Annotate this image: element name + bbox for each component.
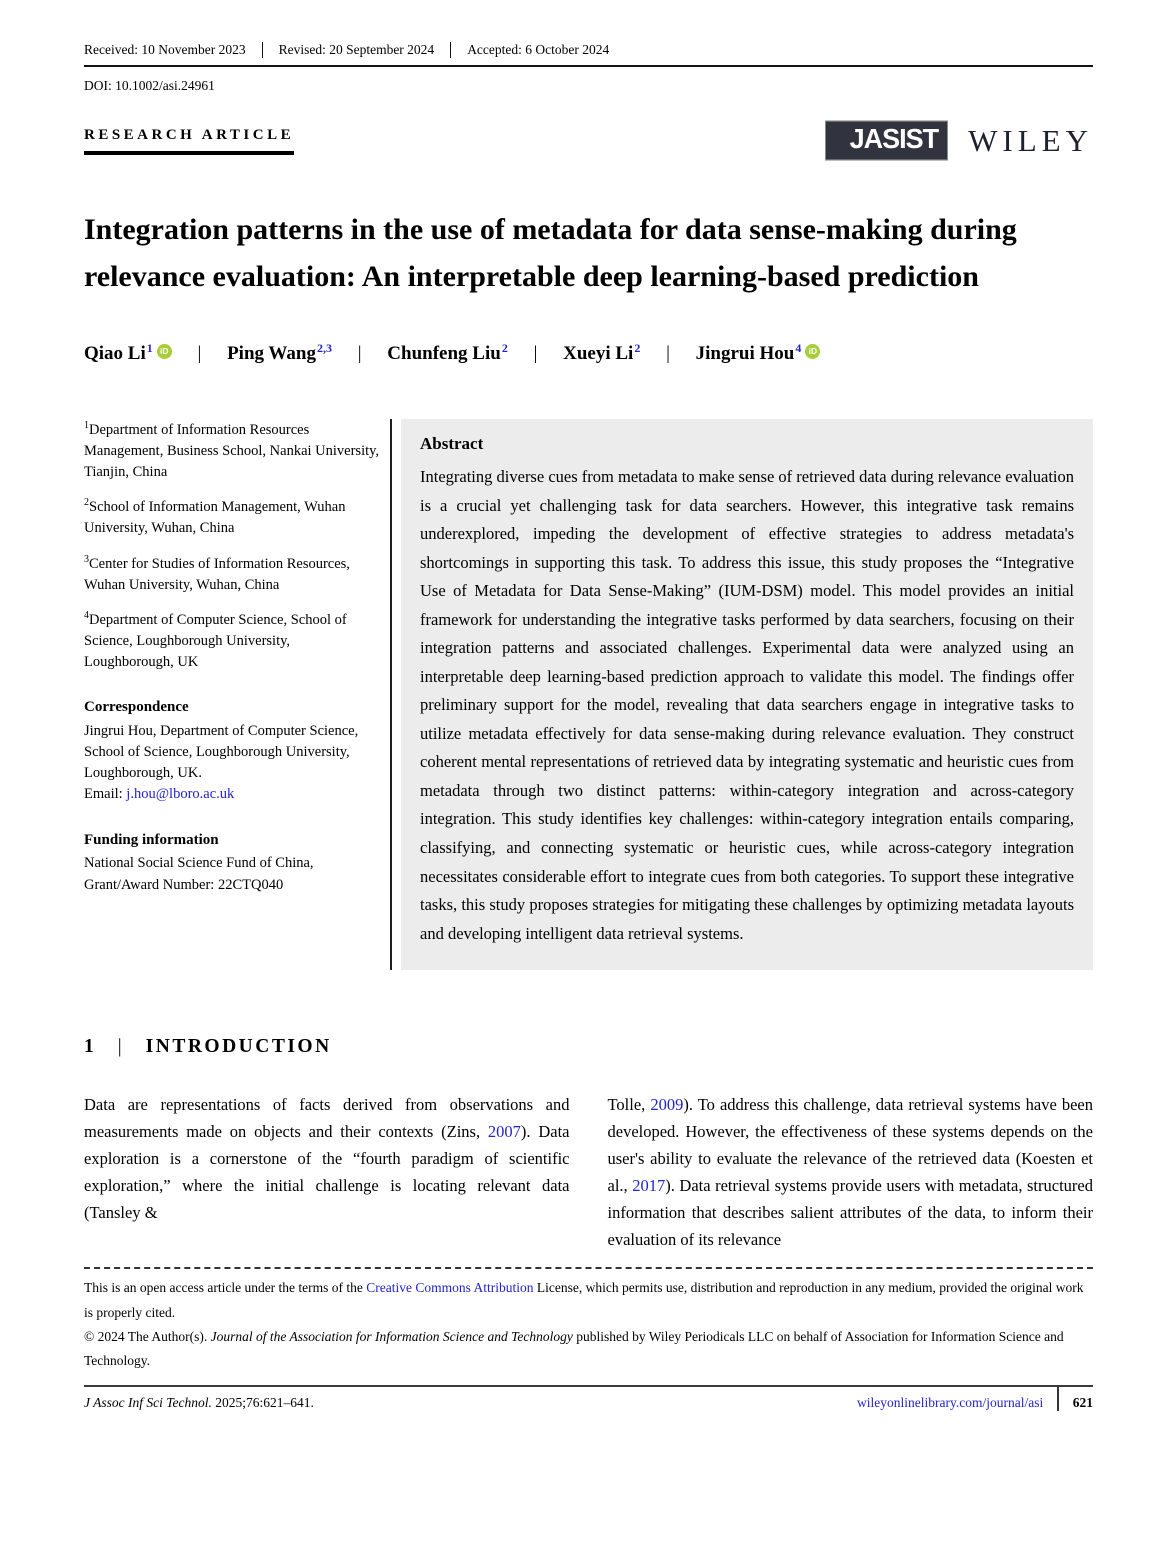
abstract-box [401,419,1093,970]
abstract-text: Integrating diverse cues from metadata to make sense of retrieved data during relevance evaluation is a crucial yet challenging task for data searchers. However, this integrative task remains underexplored, impeding the development of effective strategies to address metadata's shortcomings in supporting this task. To address this issue, this study proposes the “Integrative Use of Metadata for Data Sense-Making” (IUM-DSM) model. This model provides an initial framework for understanding the integrative tasks performed by data searchers, focusing on their integration patterns and associated challenges. Experimental data were analyzed using an interpretable deep learning-based prediction approach to validate this model. The findings offer preliminary support for the model, revealing that data searchers engage in integrative tasks to utilize metadata effectively for data sense-making during relevance evaluation. They construct coherent mental representations of retrieved data by integrating systematic and heuristic cues from metadata through two distinct patterns: within-category integration and across-category integration. This study identifies key challenges: within-category integration entails comparing, classifying, and connecting systematic or heuristic cues, while across-category integration necessitates considerable effort to integrate cues from both categories. To support these integrative tasks, this study proposes strategies for mitigating these challenges by optimizing metadata layouts and developing intelligent data retrieval systems. [420,467,1074,943]
section-number: 1 [84,1036,94,1058]
author-separator: | [357,343,362,365]
orcid-icon[interactable]: iD [805,344,820,359]
open-access-notice [84,1276,1093,1372]
author [563,340,641,365]
author-affiliation-superscript: 4 [795,340,802,355]
affiliation: $^1$Department of Information Resources Management, Business School, Nankai University, Tianjin, China [84,420,380,481]
logos [825,121,1093,160]
journal-website-link[interactable]: wileyonlinelibrary.com/journal/asi [857,1394,1044,1410]
section-label: INTRODUCTION [145,1036,332,1058]
correspondence-body: Jingrui Hou, Department of Computer Science, School of Science, Loughborough University, Loughborough, UK. Email: j.hou@lboro.ac.uk [84,722,359,803]
manuscript-dates-bar [84,42,1093,67]
affiliation-number: 2 [84,497,89,509]
author-affiliation-superscript: 1 [146,340,153,355]
footer-dashed-rule [84,1267,1093,1269]
bottom-bar-right [857,1395,1093,1411]
license-line: This is an open access article under the terms of the Creative Commons Attribution License, which permits use, distribution and reproduction in any medium, provided the original work is properly cited. [84,1280,1084,1320]
page-number: 621 [1072,1394,1093,1410]
copyright-line: © 2024 The Author(s). Journal of the Association for Information Science and Technology published by Wiley Periodicals LLC on behalf of Association for Information Science and Technology. [84,1328,1064,1368]
section-separator: | [117,1036,122,1058]
inline-link[interactable]: Creative Commons Attribution [366,1280,534,1296]
author-name: Jingrui Hou [695,343,795,365]
affiliation: $^2$School of Information Management, Wuhan University, Wuhan, China [84,497,346,537]
revised-date: Revised: 20 September 2024 [262,42,451,58]
correspondence-heading: Correspondence [84,698,189,715]
received-date: Received: 10 November 2023 [84,42,246,57]
inline-link[interactable]: j.hou@lboro.ac.uk [126,786,235,803]
author [84,340,172,365]
introduction-right-column: Tolle, 2009). To address this challenge, data retrieval systems have been developed. However, the effectiveness of these systems depends on the user's ability to evaluate the relevance of the retrieved data (Koesten et al., 2017). Data retrieval systems provide users with metadata, structured information that describes salient attributes of the data, to inform their evaluation of its relevance [607,1095,1094,1249]
author [387,340,508,365]
doi: DOI: 10.1002/asi.24961 [84,78,215,93]
column-divider [390,419,392,970]
author-info-column [84,419,382,970]
author [227,340,332,365]
inline-link[interactable]: 2009 [650,1095,684,1115]
article-type-label: RESEARCH ARTICLE [84,127,294,155]
affiliation: $^4$Department of Computer Science, School of Science, Loughborough University, Loughborough, UK [84,609,347,670]
content-row [84,419,1093,970]
author-affiliation-superscript: 2,3 [316,340,332,355]
author-name: Xueyi Li [563,343,634,365]
introduction-left-column: Data are representations of facts derived from observations and measurements made on objects and their contexts (Zins, 2007). Data exploration is a cornerstone of the “fourth paradigm of scientific exploration,” where the initial challenge is locating relevant data (Tansley & [84,1095,570,1222]
inline-link[interactable]: 2017 [632,1175,666,1195]
author-affiliation-superscript: 2 [501,340,508,355]
journal-citation: J Assoc Inf Sci Technol. 2025;76:621–641. [84,1394,314,1410]
author-name: Ping Wang [227,343,316,365]
accepted-date: Accepted: 6 October 2024 [450,42,625,58]
page-title: Integration patterns in the use of metadata for data sense-making during relevance evaluation: An interpretable deep learning-based prediction [84,213,1017,294]
affiliation-number: 1 [84,420,89,432]
author-separator: | [197,343,202,365]
author-separator: | [666,343,670,365]
jasist-logo: JASIST [825,121,949,161]
author-affiliation-superscript: 2 [634,340,641,355]
author-separator: | [533,343,538,365]
author [695,340,821,365]
bottom-bar [84,1385,1093,1411]
affiliation-number: 3 [84,553,89,565]
author-name: Qiao Li [84,343,146,365]
section-heading-introduction [84,1036,1093,1058]
authors-row [84,341,1093,365]
affiliation: $^3$Center for Studies of Information Resources, Wuhan University, Wuhan, China [84,553,350,593]
funding-body: National Social Science Fund of China, Grant/Award Number: 22CTQ040 [84,855,314,893]
abstract-heading: Abstract [420,434,484,454]
bottom-bar-divider [1057,1387,1059,1411]
author-name: Chunfeng Liu [387,343,501,365]
inline-link[interactable]: 2007 [487,1122,521,1142]
introduction-text [84,1092,1093,1253]
affiliation-number: 4 [84,609,89,621]
branding-row [84,121,1093,160]
orcid-icon[interactable]: iD [157,344,172,359]
funding-heading: Funding information [84,831,219,848]
wiley-logo: WILEY [968,122,1093,158]
